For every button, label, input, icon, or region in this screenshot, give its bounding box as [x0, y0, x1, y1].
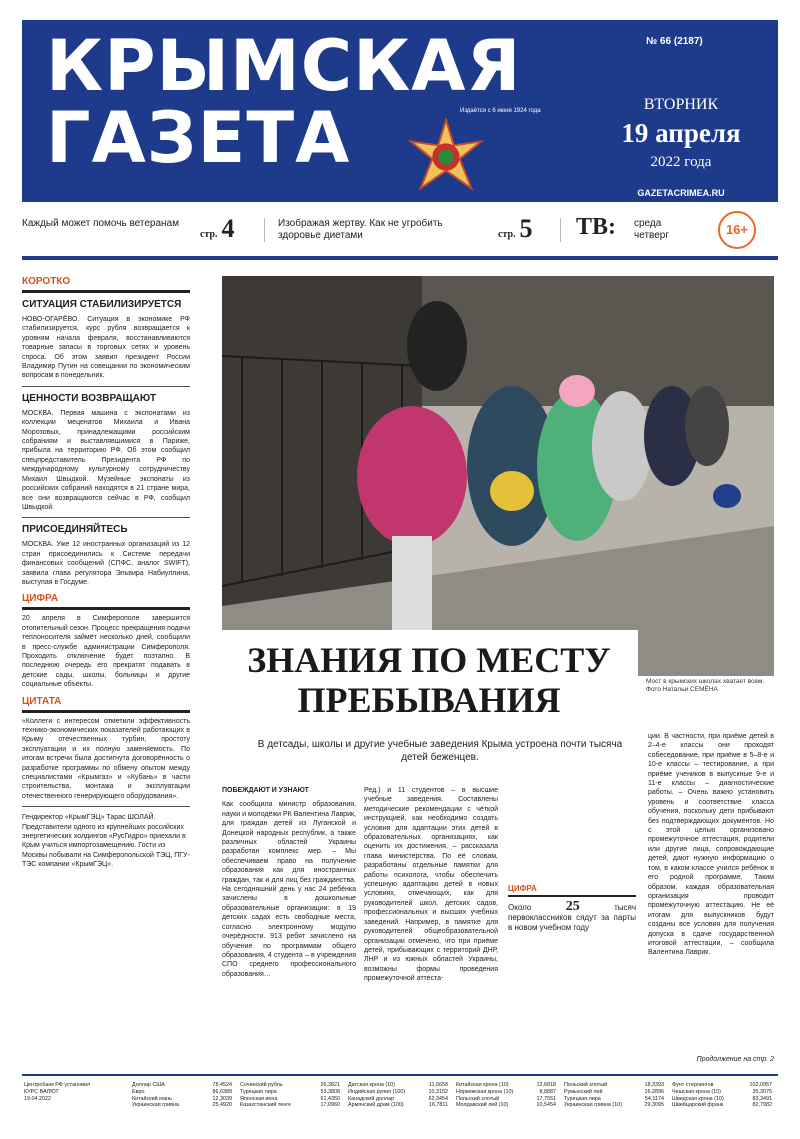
figure-prefix: Около: [508, 903, 532, 913]
currency-rate: 29,3095: [644, 1102, 664, 1109]
currency-name: Датская крона (10): [348, 1082, 395, 1088]
currency-rate: 12,3039: [212, 1095, 232, 1102]
currency-name: Казахстанский тенге: [240, 1102, 292, 1109]
divider: [560, 218, 561, 242]
currency-name: Центробанк РФ установил: [24, 1082, 91, 1088]
currency-row: [132, 1102, 232, 1109]
page-prefix: стр.: [200, 229, 218, 240]
column-text: ции. В частности, при приёме детей в 2–4-е классы они проходят собеседование, при приёме в 5–8-е и 10-е классы – тестирование, а при приёме учеников в выпускные 9-е и 11-е классы – диагностические работы. – Очень важно установить уровень и соответствие класса обучения, поскольку дети прибывают без подтверждающих документов. Но с этой целью организовано промежуточное аттестация, родители или другие лица, сопровождающие детей, дают нужную информацию о том, в каком классе учился ребёнок в его родной программе. Таким образом, каждая образовательная организация проводит промежуточную аттестацию. Не её итогам для выпускников будут созданы все условия для получения допуска в сдаче государственной итоговой аттестации, – сообщила Валентина Лаврик.: [648, 733, 774, 957]
section-citata: ЦИТАТА: [22, 696, 190, 713]
currency-name: Чешская крона (10): [672, 1088, 721, 1095]
currency-name: Румынский лей: [564, 1088, 603, 1095]
currency-column: [564, 1082, 664, 1109]
title-line-2: ГАЗЕТА: [46, 97, 351, 179]
currency-name: Украинская гривна (10): [564, 1102, 623, 1109]
figure-desc: тысяч первоклассников сядут за парты в новом учебном году: [508, 903, 636, 933]
tv-days: среда четверг: [634, 218, 669, 241]
currency-rate: 16,7811: [428, 1102, 448, 1109]
divider: [22, 806, 190, 807]
quote-author: Гендиректор «КрымГЭЦ» Тарас ШОЛАЙ. Представители одного из крупнейших российских энергетических холдингов «РусГидро» приехали в Крым учиться импортозамещению. Гости из Москвы побывали на Симферопольской ТЭЦ, ПГУ-ТЭС компании «КрымГЭЦ».: [22, 814, 190, 869]
currency-row: [672, 1089, 772, 1096]
divider: [22, 386, 190, 387]
currency-row: [348, 1082, 448, 1089]
issue-number: № 66 (2187): [646, 36, 703, 47]
currency-column: [240, 1082, 340, 1109]
currency-name: Фунт стерлингов: [672, 1082, 714, 1088]
title-line-1: КРЫМСКАЯ: [46, 25, 522, 107]
figure-box: [508, 884, 636, 933]
currency-column: [132, 1082, 232, 1109]
page-number: 5: [519, 214, 533, 243]
separator-bar: [22, 256, 778, 260]
currency-row: [456, 1089, 556, 1096]
currency-name: Армянский драм (100): [348, 1102, 404, 1109]
currency-rate: 54,1174: [644, 1095, 664, 1102]
currency-rate: 62,3454: [428, 1095, 448, 1102]
news-text: МОСКВА. Уже 12 иностранных организаций из 12 стран присоединились к Системе передачи финансовых сообщений (СПФС, аналог SWIFT), заявила глава регулятора Эльвира Набиуллина, выступая в Госдуме.: [22, 541, 190, 586]
currency-name: Канадский доллар: [348, 1095, 395, 1102]
currency-row: [132, 1082, 232, 1089]
teaser-veterans[interactable]: Каждый может помочь ветеранам: [22, 218, 179, 229]
currency-rate: 26,3821: [320, 1082, 340, 1088]
teaser-page-4[interactable]: [200, 214, 235, 244]
divider: [22, 517, 190, 518]
currency-rate: 17,0960: [320, 1102, 340, 1109]
page-number: 4: [221, 214, 235, 243]
currency-name: Китайская крона (10): [456, 1082, 509, 1088]
currency-rate: 8,8887: [539, 1088, 556, 1095]
news-text: НОВО-ОГАРЁВО. Ситуация в экономике РФ стабилизируется, курс рубля возвращается к уровням начала февраля, восстанавливаются товарные запасы в торговых сетях и уровень спроса. Об этом заявил президент России Владимир Путин на совещании по экономическим вопросам в понедельник.: [22, 316, 190, 380]
issue-date: 19 апреля: [621, 118, 741, 148]
article-column-1: [222, 786, 356, 979]
news-headline[interactable]: ЦЕННОСТИ ВОЗВРАЩАЮТ: [22, 392, 157, 404]
section-cifra: ЦИФРА: [22, 593, 190, 610]
currency-column: [456, 1082, 556, 1109]
currency-column: [348, 1082, 448, 1109]
teaser-page-5[interactable]: [498, 214, 533, 244]
currency-rate: 12,6818: [536, 1082, 556, 1088]
currency-name: Молдавский лей (10): [456, 1102, 509, 1109]
currency-row: [24, 1082, 124, 1089]
main-headline[interactable]: ЗНАНИЯ ПО МЕСТУ ПРЕБЫВАНИЯ: [247, 640, 611, 720]
article-column-4: [648, 732, 774, 958]
currency-name: Швейцарский франк: [672, 1102, 724, 1109]
currency-strip: [22, 1074, 778, 1122]
currency-row: [24, 1089, 124, 1096]
currency-rate: 35,3075: [752, 1088, 772, 1095]
currency-row: [132, 1096, 232, 1103]
section-korotko: КОРОТКО: [22, 276, 190, 293]
currency-rate: 86,6389: [212, 1088, 232, 1095]
quote-text: «Коллеги с интересом отметили эффективность технико-экономических показателей работающих в Крыму отечественных турбин, простоту эксплуатации и их полную заменяемость. По итогам встречи была достигнута договорённость о разработке программы по обмену опытом между специалистами «Крымгаз» и «Кубань» в части строительства, монтажа и эксплуатации отечественного генерирующего оборудования».: [22, 717, 190, 800]
news-headline[interactable]: СИТУАЦИЯ СТАБИЛИЗИРУЕТСЯ: [22, 299, 182, 310]
currency-row: [24, 1096, 124, 1103]
column-text: Как сообщила министр образования, науки и молодёжи РК Валентина Лаврик, для граждан детей из Луганской и Донецкой народных республик, а также различных областей Украины разработан комплекс мер. – Мы обеспечиваем право на получение образования как для иностранных граждан, так и для лиц без гражданства. На сегодняшний день у нас 24 ребёнка зачислены в дошкольные образовательные организации: в 19 детских садах есть свободные места, согласно электронному модулю очерёдности. 913 ребят зачислено на обучение по программам общего образования, 4 студента – в учреждения СПО среднего профессионального образования…: [222, 801, 356, 978]
article-column-2: [364, 786, 498, 984]
order-emblem-icon: [407, 118, 485, 196]
tv-label[interactable]: ТВ:: [576, 214, 617, 240]
currency-rate: 10,3152: [428, 1088, 448, 1095]
currency-name: Норвежская крона (10): [456, 1088, 514, 1095]
currency-column: [24, 1082, 124, 1102]
currency-name: Доллар США: [132, 1082, 165, 1088]
currency-row: [240, 1102, 340, 1109]
currency-name: Украинская гривна: [132, 1102, 179, 1109]
issue-year: 2022 года: [650, 154, 712, 170]
currency-name: Сочинский рубль: [240, 1082, 283, 1088]
currency-rate: 25,4920: [212, 1102, 232, 1109]
currency-rate: 82,7982: [752, 1102, 772, 1109]
currency-rate: 17,7551: [536, 1095, 556, 1102]
article-subhead: ПОБЕЖДАЮТ И УЗНАЮТ: [222, 787, 309, 794]
currency-rate: 78,4524: [212, 1082, 232, 1088]
figure-number: 25: [565, 899, 580, 915]
currency-name: Индийская рупия (100): [348, 1088, 406, 1095]
currency-name: 19.04.2022: [24, 1095, 51, 1102]
currency-rate: 102,0957: [749, 1082, 772, 1088]
currency-row: [348, 1089, 448, 1096]
teaser-diets[interactable]: Изображая жертву. Как не угробить здоровье диетами: [278, 218, 443, 241]
currency-name: Польский злотый: [456, 1095, 500, 1102]
currency-rate: 16,2896: [644, 1088, 664, 1095]
currency-rate: 61,4350: [320, 1095, 340, 1102]
sidebar: [22, 270, 190, 870]
news-text: МОСКВА. Первая машина с экспонатами из коллекции меценатов Михаила и Ивана Морозовых, принадлежащими российским собраниям и выставлявшимися в Париже, прибыла на территорию РФ. Об этом сообщил спецпредставитель Президента РФ по международному культурному сотрудничеству Михаил Швыдкой. Музейные экспонаты из российских собраний находятся в 21 стране мира, все они возвращаются сейчас в РФ, сообщил Швыдкой.: [22, 409, 190, 511]
website[interactable]: GAZETACRIMEA.RU: [637, 188, 725, 198]
currency-name: Шведская крона (10): [672, 1095, 724, 1102]
since-note: Издаётся с 6 июня 1924 года: [460, 108, 541, 114]
photo-caption: Мост в крымских школах хватает всем. Фото Натальи СЕМЁНА: [646, 678, 765, 693]
currency-row: [672, 1102, 772, 1109]
figure-label: ЦИФРА: [508, 884, 636, 897]
page-prefix: стр.: [498, 229, 516, 240]
currency-rate: 53,3808: [320, 1088, 340, 1095]
currency-row: [240, 1089, 340, 1096]
currency-name: КУРС ВАЛЮТ: [24, 1088, 59, 1095]
currency-row: [564, 1102, 664, 1109]
divider: [264, 218, 265, 242]
currency-rate: 11,6658: [428, 1082, 448, 1088]
main-photo[interactable]: [222, 276, 774, 676]
currency-rate: 83,3491: [752, 1095, 772, 1102]
masthead: [22, 20, 778, 202]
currency-row: [348, 1102, 448, 1109]
currency-name: Турецкая лира: [564, 1095, 601, 1102]
figure-text: [508, 899, 636, 933]
currency-row: [456, 1102, 556, 1109]
currency-row: [564, 1082, 664, 1089]
currency-name: Турецкая лира: [240, 1088, 277, 1095]
currency-rate: 18,3393: [644, 1082, 664, 1088]
currency-name: Евро: [132, 1088, 145, 1095]
article-lead: В детсады, школы и другие учебные заведения Крыма устроена почти тысяча детей беженцев.: [257, 739, 623, 763]
news-headline[interactable]: ПРИСОЕДИНЯЙТЕСЬ: [22, 524, 128, 536]
weekday: ВТОРНИК: [643, 96, 719, 113]
currency-row: [240, 1082, 340, 1089]
currency-row: [132, 1089, 232, 1096]
column-text: Ред.) и 11 студентов – в высшие учебные заведения. Составлены методические рекомендации с чёткой инструкцией, как необходимо создать условия для адаптации этих детей в образовательных организациях, как оценить их достижения, – рассказала глава министерства. По её словам, разработаны отдельные памятки для работы психолога, чтобы обеспечить успешную адаптацию детей в новых условиях, отмечающих, как для руководителей школ, детских садов, профессиональных и высших учебных заведений. Например, в памятке для руководителей общеобразовательной организации отмечено, что при приёме детей, прибывающих с территорий ДНР, ЛНР и из южных областей Украины, возможны формы проведения промежуточной аттеста-: [364, 787, 498, 983]
currency-rate: 10,5454: [536, 1102, 556, 1109]
currency-column: [672, 1082, 772, 1109]
currency-name: Японская иена: [240, 1095, 278, 1102]
currency-row: [672, 1082, 772, 1089]
currency-row: [456, 1082, 556, 1089]
continued-link[interactable]: Продолжение на стр. 2: [696, 1056, 774, 1063]
currency-name: Китайский юань: [132, 1095, 172, 1102]
currency-row: [564, 1089, 664, 1096]
currency-name: Польский злотый: [564, 1082, 608, 1088]
currency-row: [564, 1096, 664, 1103]
cifra-text: 20 апреля в Симферополе завершится отопительный сезон. Процесс прекращения подачи теплоносителя займёт несколько дней, сообщили в пресс-службе администрации Симферополя. Проходить отключение будет поэтапно. В последнюю очередь его прекратят подавать в детские сады, школы, больницы и другие социальные объекты.: [22, 615, 190, 689]
age-rating-badge: 16+: [718, 211, 756, 249]
